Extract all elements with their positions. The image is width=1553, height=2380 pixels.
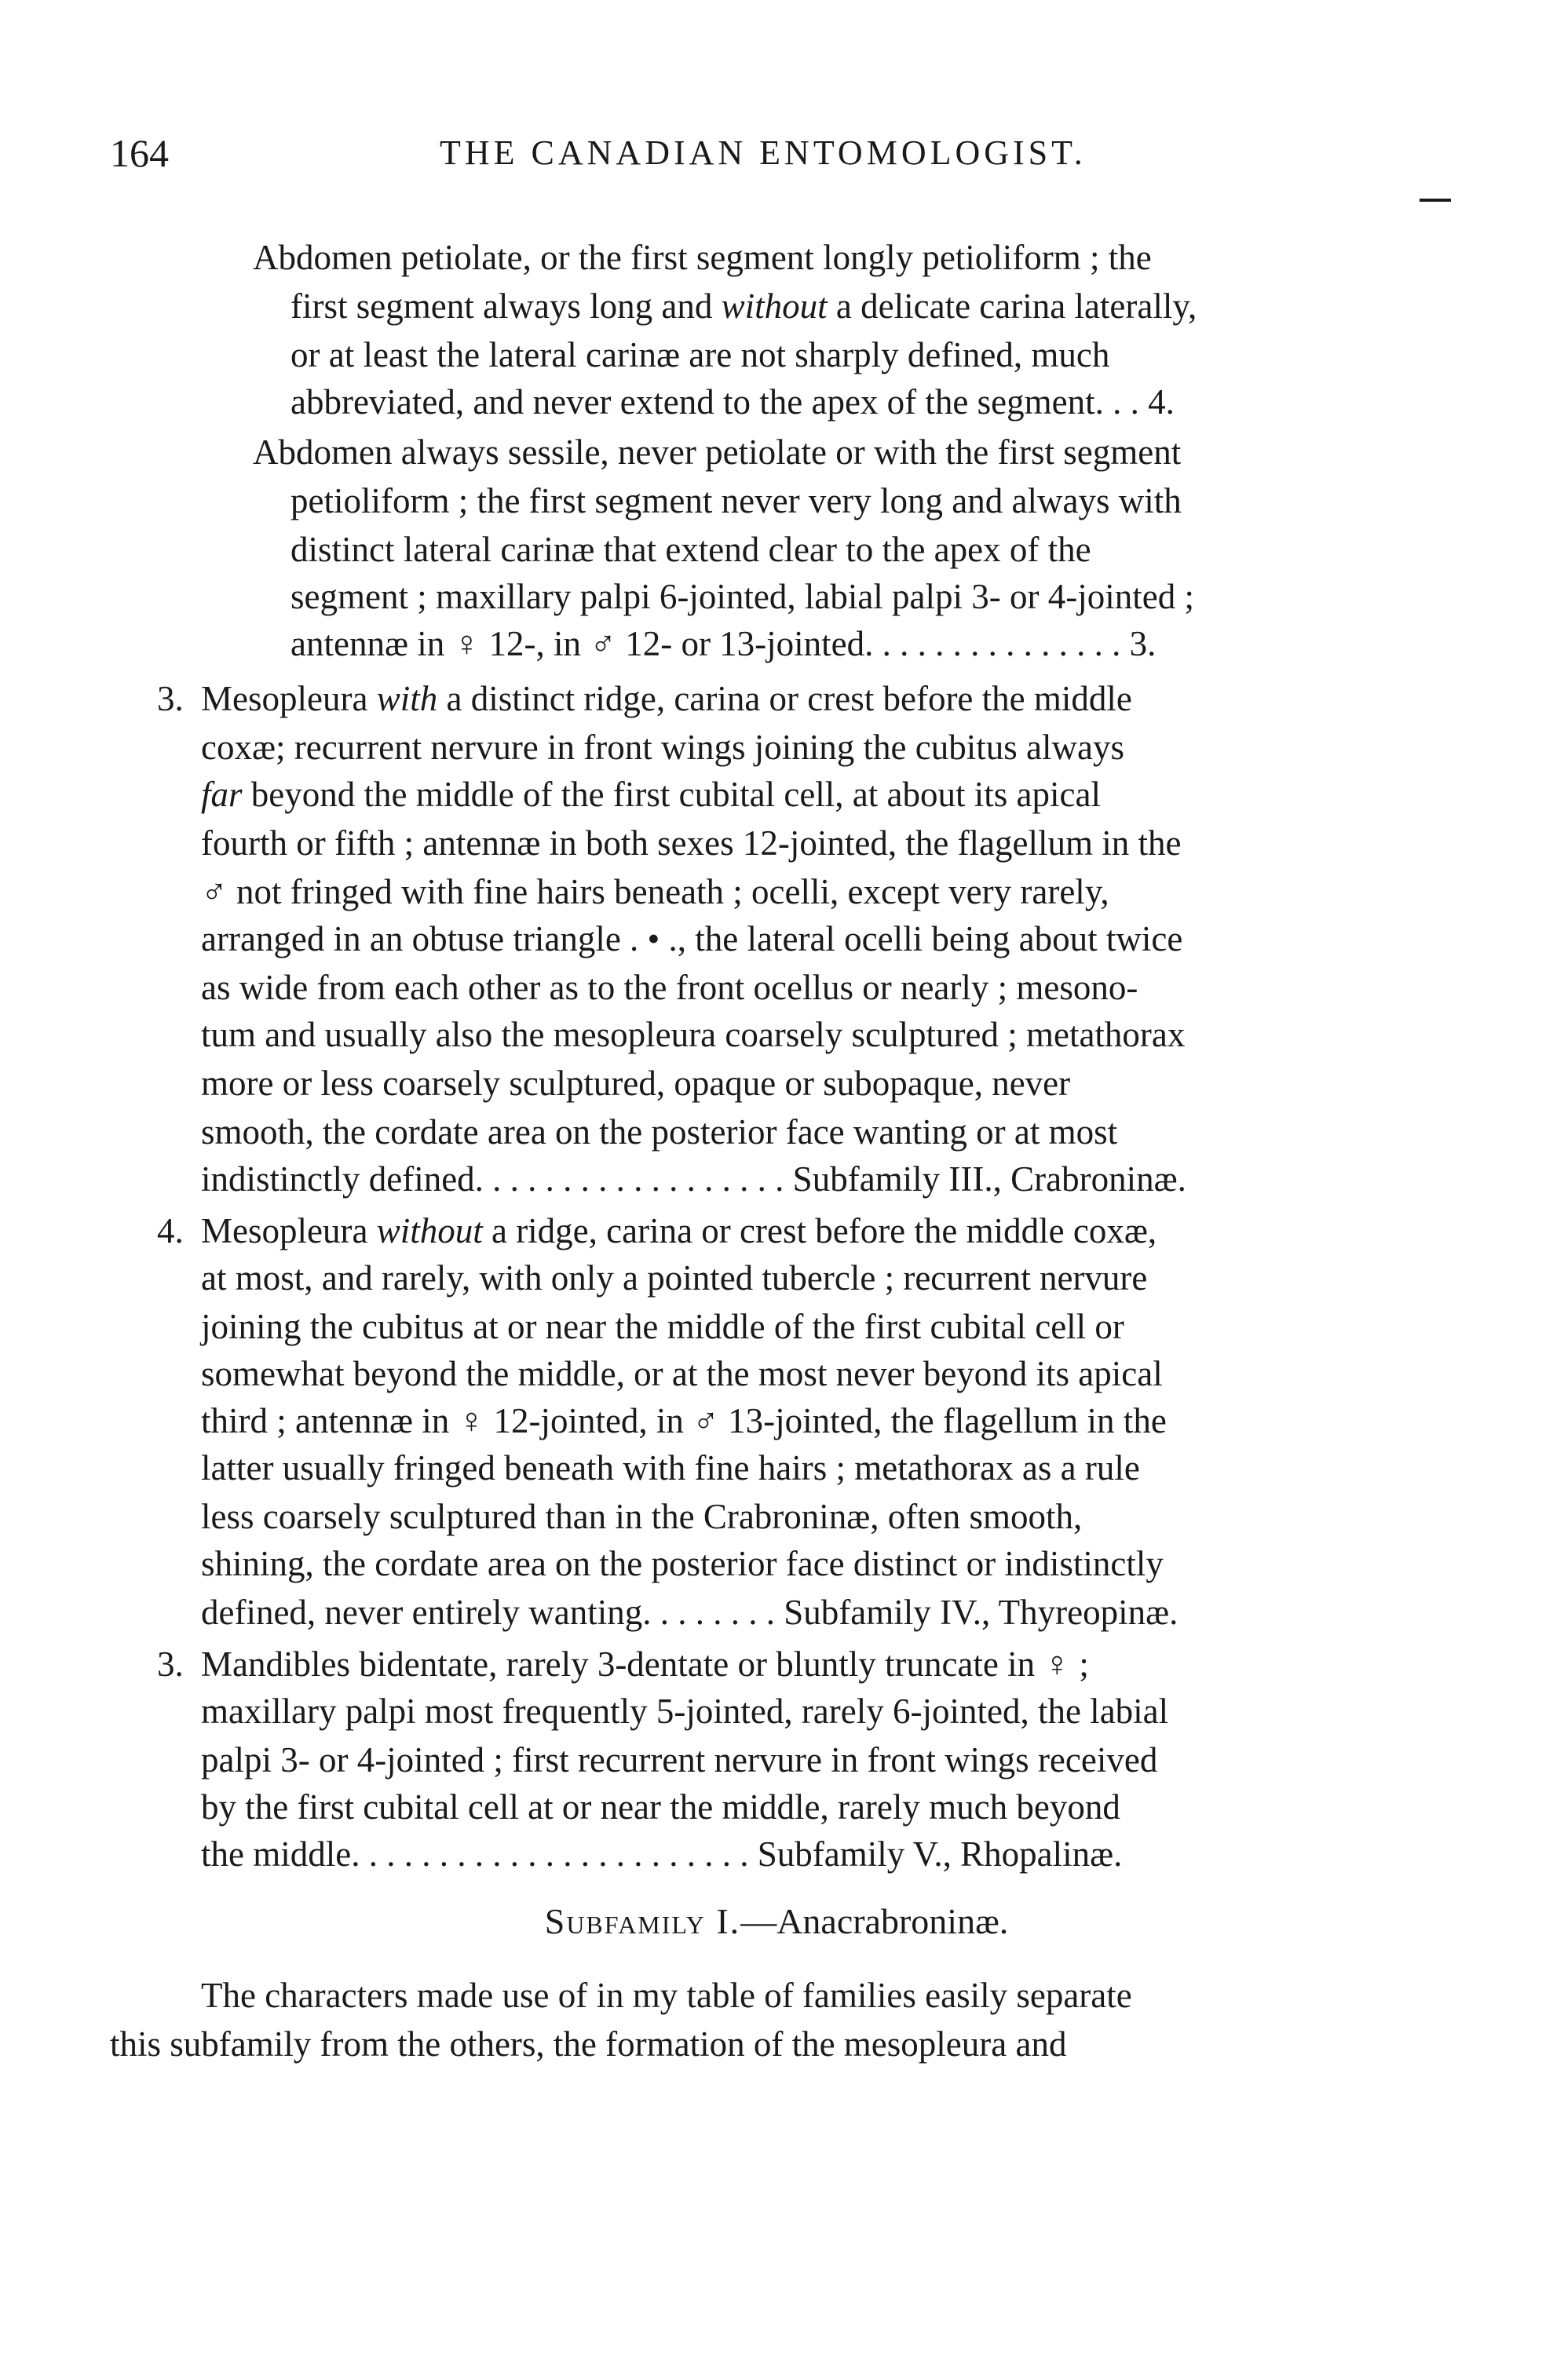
key-line: latter usually fringed beneath with fine hairs ; metathorax as a rule [201, 1448, 1140, 1488]
key-line: palpi 3- or 4-jointed ; first recurrent nervure in front wings received [201, 1740, 1158, 1780]
journal-title: THE CANADIAN ENTOMOLOGIST. [440, 133, 1087, 172]
key-line: third ; antennæ in ♀ 12-jointed, in ♂ 13-jointed, the flagellum in the [201, 1401, 1167, 1440]
key-line: distinct lateral carinæ that extend clear to the apex of the [291, 530, 1091, 569]
paragraph-line: The characters made use of in my table of families easily separate [201, 1976, 1132, 2015]
key-line: maxillary palpi most frequently 5-jointed, rarely 6-jointed, the labial [201, 1692, 1169, 1731]
key-line: antennæ in ♀ 12-, in ♂ 12- or 13-jointed. . . . . . . . . . . . . . . 3. [291, 624, 1157, 663]
key-line: less coarsely sculptured than in the Crabroninæ, often smooth, [201, 1497, 1083, 1536]
key-line: abbreviated, and never extend to the apex of the segment. . . 4. [291, 382, 1175, 422]
key-line: Mandibles bidentate, rarely 3-dentate or bluntly truncate in ♀ ; [201, 1644, 1089, 1684]
key-line: Abdomen petiolate, or the first segment longly petioliform ; the [253, 238, 1152, 277]
key-line: as wide from each other as to the front ocellus or nearly ; mesono- [201, 968, 1138, 1007]
section-heading [0, 1900, 1553, 1944]
paragraph-line: this subfamily from the others, the formation of the mesopleura and [110, 2024, 1067, 2064]
entry-number: 3. [157, 1644, 184, 1684]
entry-number: 4. [157, 1211, 184, 1250]
key-line: first segment always long and without a delicate carina laterally, [291, 287, 1197, 326]
key-line: smooth, the cordate area on the posterior face wanting or at most [201, 1112, 1118, 1152]
key-line: indistinctly defined. . . . . . . . . . . . . . . . . . Subfamily III., Crabroninæ. [201, 1159, 1186, 1199]
key-line: segment ; maxillary palpi 6-jointed, labial palpi 3- or 4-jointed ; [291, 577, 1194, 616]
key-line: defined, never entirely wanting. . . . . . . . Subfamily IV., Thyreopinæ. [201, 1593, 1178, 1632]
entry-number: 3. [157, 679, 184, 718]
key-line: Abdomen always sessile, never petiolate or with the first segment [253, 433, 1182, 472]
key-line: Mesopleura with a distinct ridge, carina or crest before the middle [201, 679, 1132, 718]
key-line: by the first cubital cell at or near the middle, rarely much beyond [201, 1787, 1120, 1827]
key-line: tum and usually also the mesopleura coarsely sculptured ; metathorax [201, 1015, 1186, 1054]
running-head [0, 130, 1553, 177]
subfamily-label: Subfamily I. [544, 1901, 741, 1941]
page-number: 164 [110, 131, 169, 175]
key-line: coxæ; recurrent nervure in front wings joining the cubitus always [201, 728, 1124, 767]
key-line: ♂ not fringed with fine hairs beneath ; ocelli, except very rarely, [201, 872, 1109, 911]
key-line: the middle. . . . . . . . . . . . . . . . . . . . . . . Subfamily V., Rhopalinæ. [201, 1834, 1123, 1874]
subfamily-name: —Anacrabroninæ. [740, 1901, 1009, 1941]
dash-mark [1420, 199, 1451, 202]
key-line: somewhat beyond the middle, or at the most never beyond its apical [201, 1354, 1163, 1393]
key-line: shining, the cordate area on the posterior face distinct or indistinctly [201, 1544, 1164, 1583]
key-line: or at least the lateral carinæ are not sharply defined, much [291, 335, 1110, 374]
key-line: at most, and rarely, with only a pointed tubercle ; recurrent nervure [201, 1258, 1148, 1298]
key-line: joining the cubitus at or near the middle of the first cubital cell or [201, 1307, 1124, 1346]
key-line: Mesopleura without a ridge, carina or crest before the middle coxæ, [201, 1211, 1157, 1250]
key-line: fourth or fifth ; antennæ in both sexes 12-jointed, the flagellum in the [201, 823, 1182, 863]
key-line: petioliform ; the first segment never very long and always with [291, 481, 1182, 520]
key-line: more or less coarsely sculptured, opaque or subopaque, never [201, 1064, 1071, 1103]
key-line: arranged in an obtuse triangle . • ., the lateral ocelli being about twice [201, 919, 1183, 958]
key-line: far beyond the middle of the first cubital cell, at about its apical [201, 775, 1101, 814]
